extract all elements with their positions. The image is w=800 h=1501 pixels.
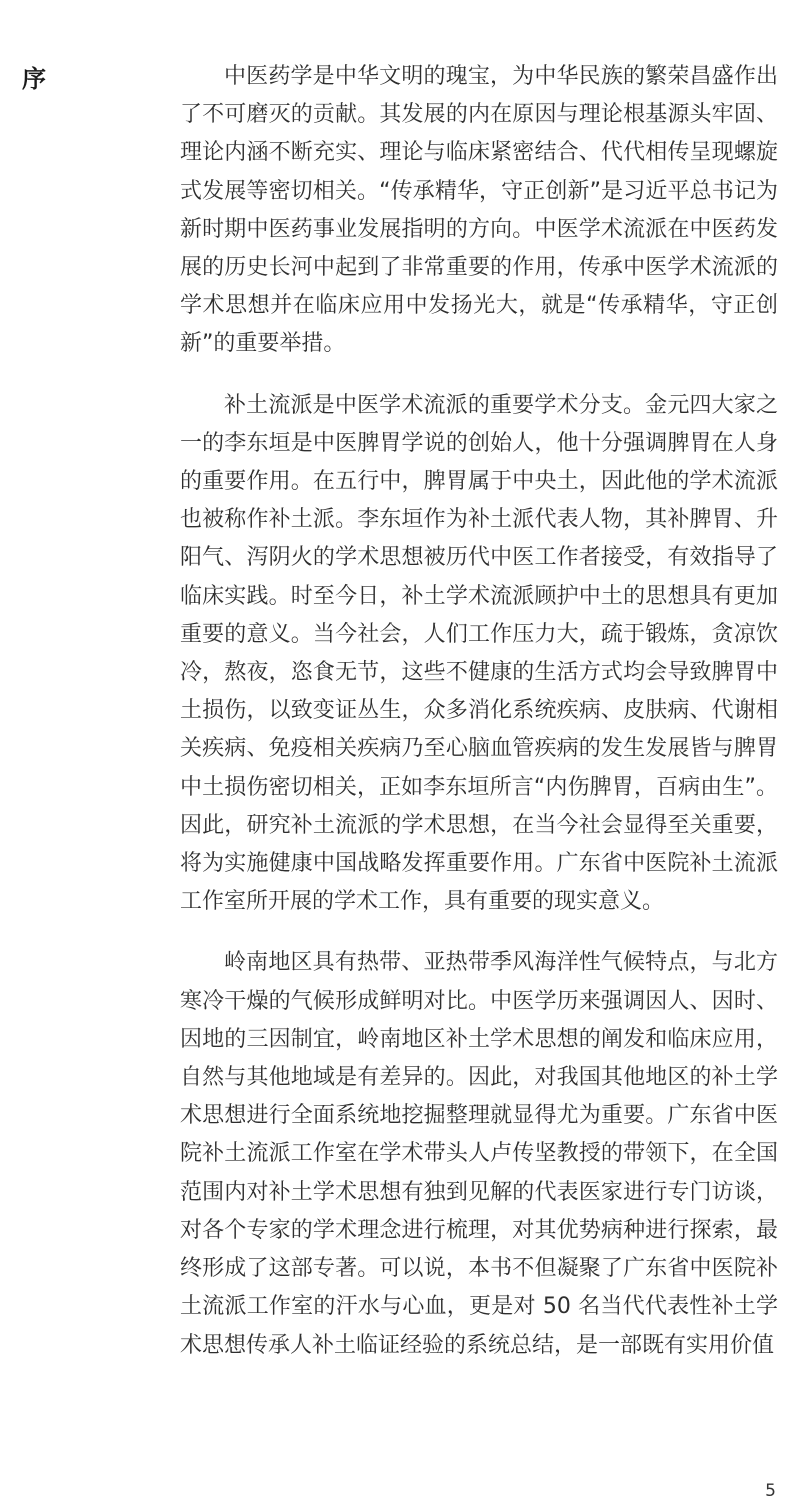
paragraph-1: 中医药学是中华文明的瑰宝，为中华民族的繁荣昌盛作出了不可磨灭的贡献。其发展的内在原因与理论根基源头牢固、理论内涵不断充实、理论与临床紧密结合、代代相传呈现螺旋式发展等密切相关。“传承精华，守正创新”是习近平总书记为新时期中医药事业发展指明的方向。中医学术流派在中医药发展的历史长河中起到了非常重要的作用，传承中医学术流派的学术思想并在临床应用中发扬光大，就是“传承精华，守正创新”的重要举措。 <box>180 64 778 357</box>
body-text <box>180 58 778 1388</box>
paragraph-2: 补土流派是中医学术流派的重要学术分支。金元四大家之一的李东垣是中医脾胃学说的创始人，他十分强调脾胃在人身的重要作用。在五行中，脾胃属于中央土，因此他的学术流派也被称作补土派。李东垣作为补土派代表人物，其补脾胃、升阳气、泻阴火的学术思想被历代中医工作者接受，有效指导了临床实践。时至今日，补土学术流派顾护中土的思想具有更加重要的意义。当今社会，人们工作压力大，疏于锻炼，贪凉饮冷，熬夜，恣食无节，这些不健康的生活方式均会导致脾胃中土损伤，以致变证丛生，众多消化系统疾病、皮肤病、代谢相关疾病、免疫相关疾病乃至心脑血管疾病的发生发展皆与脾胃中土损伤密切相关，正如李东垣所言“内伤脾胃，百病由生”。因此，研究补土流派的学术思想，在当今社会显得至关重要，将为实施健康中国战略发挥重要作用。广东省中医院补土流派工作室所开展的学术工作，具有重要的现实意义。 <box>180 392 778 915</box>
paragraph-3: 岭南地区具有热带、亚热带季风海洋性气候特点，与北方寒冷干燥的气候形成鲜明对比。中医学历来强调因人、因时、因地的三因制宜，岭南地区补土学术思想的阐发和临床应用，自然与其他地域是有差异的。因此，对我国其他地区的补土学术思想进行全面系统地挖掘整理就显得尤为重要。广东省中医院补土流派工作室在学术带头人卢传坚教授的带领下，在全国范围内对补土学术思想有独到见解的代表医家进行专门访谈，对各个专家的学术理念进行梳理，对其优势病种进行探索，最终形成了这部专著。可以说，本书不但凝聚了广东省中医院补土流派工作室的汗水与心血，更是对 50 名当代代表性补土学术思想传承人补土临证经验的系统总结，是一部既有实用价值 <box>180 950 778 1358</box>
section-title: 序 <box>22 64 46 93</box>
page-number: 5 <box>765 1481 776 1501</box>
